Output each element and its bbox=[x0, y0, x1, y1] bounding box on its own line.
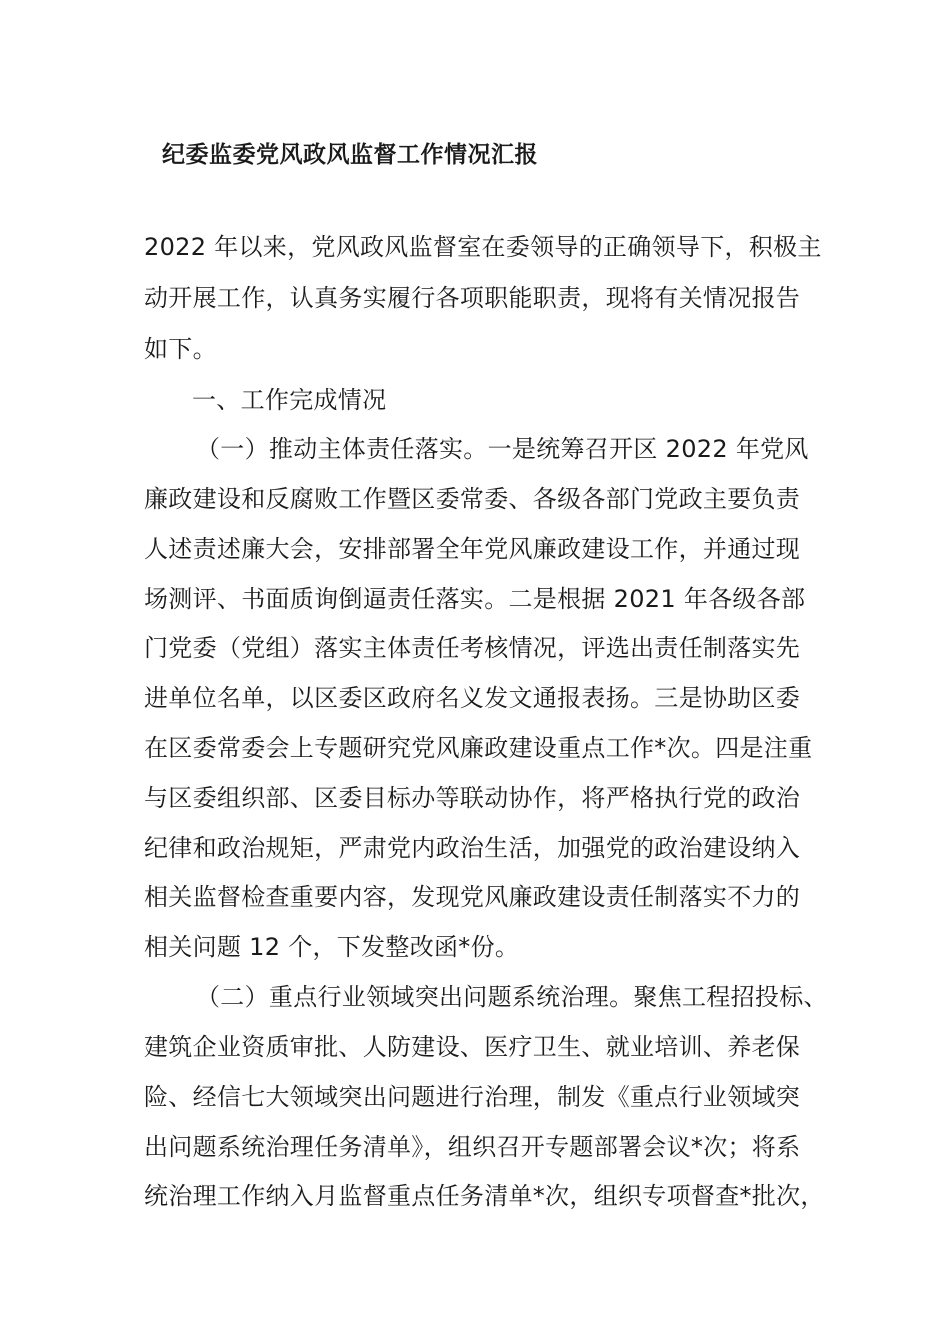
paragraph-line: 统治理工作纳入月监督重点任务清单*次，组织专项督查*批次， bbox=[144, 1182, 825, 1210]
paragraph-line: 相关监督检查重要内容，发现党风廉政建设责任制落实不力的 bbox=[144, 883, 801, 911]
subsection-line: （二）重点行业领域突出问题系统治理。聚焦工程招投标、 bbox=[196, 983, 828, 1011]
paragraph-line: 廉政建设和反腐败工作暨区委常委、各级各部门党政主要负责 bbox=[144, 485, 801, 513]
paragraph-line: 场测评、书面质询倒逼责任落实。二是根据 2021 年各级各部 bbox=[144, 585, 806, 613]
section-heading: 一、工作完成情况 bbox=[192, 386, 387, 414]
paragraph-line: 动开展工作，认真务实履行各项职能职责，现将有关情况报告 bbox=[144, 284, 801, 312]
paragraph-line: 与区委组织部、区委目标办等联动协作，将严格执行党的政治 bbox=[144, 784, 801, 812]
paragraph-line: 如下。 bbox=[144, 335, 217, 363]
paragraph-line: 2022 年以来，党风政风监督室在委领导的正确领导下，积极主 bbox=[144, 233, 822, 261]
paragraph-line: 门党委（党组）落实主体责任考核情况，评选出责任制落实先 bbox=[144, 634, 801, 662]
paragraph-line: 出问题系统治理任务清单》，组织召开专题部署会议*次；将系 bbox=[144, 1133, 801, 1161]
paragraph-line: 险、经信七大领域突出问题进行治理，制发《重点行业领域突 bbox=[144, 1083, 801, 1111]
paragraph-line: 建筑企业资质审批、人防建设、医疗卫生、就业培训、养老保 bbox=[144, 1033, 801, 1061]
document-title: 纪委监委党风政风监督工作情况汇报 bbox=[162, 142, 538, 168]
paragraph-line: 进单位名单，以区委区政府名义发文通报表扬。三是协助区委 bbox=[144, 684, 801, 712]
paragraph-line: 人述责述廉大会，安排部署全年党风廉政建设工作，并通过现 bbox=[144, 535, 801, 563]
paragraph-line: 纪律和政治规矩，严肃党内政治生活，加强党的政治建设纳入 bbox=[144, 834, 801, 862]
paragraph-line: 相关问题 12 个，下发整改函*份。 bbox=[144, 933, 520, 961]
subsection-line: （一）推动主体责任落实。一是统筹召开区 2022 年党风 bbox=[196, 435, 809, 463]
paragraph-line: 在区委常委会上专题研究党风廉政建设重点工作*次。四是注重 bbox=[144, 734, 813, 762]
